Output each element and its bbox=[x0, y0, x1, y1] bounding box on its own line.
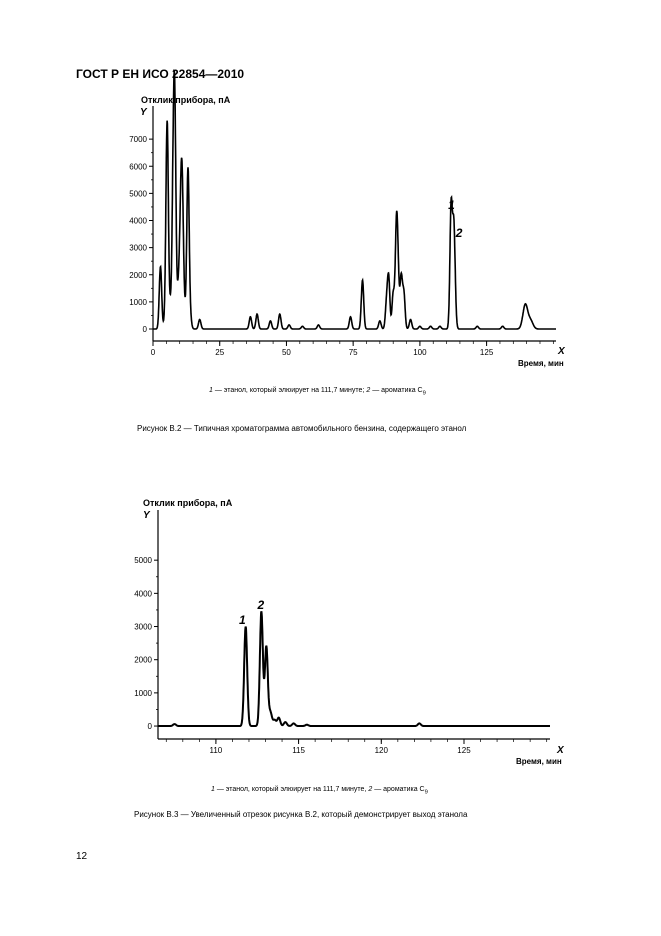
chart1-x-tick-label: 0 bbox=[150, 348, 156, 357]
note2-text-1: — этанол, который элюирует на 111,7 минуте, bbox=[214, 786, 369, 793]
chart1-y-tick-label: 2000 bbox=[129, 270, 147, 280]
chart1-x-symbol: X bbox=[558, 346, 565, 357]
chart2-x-tick-label: 125 bbox=[457, 746, 471, 755]
chart1-x-tick-label: 25 bbox=[215, 348, 225, 357]
chart2-y-symbol: Y bbox=[143, 510, 150, 521]
chart2-y-tick-label: 2000 bbox=[134, 655, 152, 665]
chart1-y-tick-label: 1000 bbox=[129, 297, 147, 307]
chart1-peak-label-1: 1 bbox=[448, 198, 455, 212]
chart1-y-tick-label: 6000 bbox=[129, 162, 147, 172]
chart2-peak-label-2: 2 bbox=[257, 598, 265, 612]
chart2-y-tick-label: 0 bbox=[147, 722, 152, 732]
note1-marker-1: 1 bbox=[209, 387, 213, 394]
note2-marker-1: 1 bbox=[211, 786, 215, 793]
document-standard-header: ГОСТ Р ЕН ИСО 22854—2010 bbox=[76, 67, 245, 81]
chart1-y-tick-label: 0 bbox=[142, 325, 147, 334]
chart2-peak-label-1: 1 bbox=[239, 613, 246, 627]
note2-marker-2: 2 bbox=[368, 786, 373, 793]
chart2-x-tick-label: 115 bbox=[292, 746, 305, 755]
chart1-y-axis-label: Отклик прибора, пА bbox=[141, 95, 231, 105]
note2-subscript: 9 bbox=[424, 789, 428, 796]
chart1-y-tick-label: 3000 bbox=[129, 243, 147, 253]
note1-text-2: — ароматика С bbox=[370, 387, 423, 394]
page-number: 12 bbox=[76, 851, 88, 862]
chart2-trace-line bbox=[158, 611, 550, 726]
figure-b3-caption: Рисунок В.3 — Увеличенный отрезок рисунка В.2, который демонстрирует выход этанола bbox=[134, 810, 468, 819]
chart2-x-tick-label: 110 bbox=[209, 746, 223, 755]
chart1-x-tick-label: 125 bbox=[479, 348, 494, 357]
chart1-trace-line bbox=[153, 71, 556, 329]
chart2-y-tick-label: 1000 bbox=[134, 688, 152, 698]
chart2-x-symbol: X bbox=[557, 745, 564, 756]
chart1-y-tick-label: 7000 bbox=[129, 135, 147, 145]
chart1-x-axis-label: Время, мин bbox=[518, 359, 564, 368]
chart1-x-tick-label: 75 bbox=[348, 348, 358, 357]
figure-b2-caption: Рисунок В.2 — Типичная хроматограмма автомобильного бензина, содержащего этанол bbox=[137, 424, 467, 433]
note1-subscript: 9 bbox=[422, 390, 426, 397]
chart2-y-axis-label: Отклик прибора, пА bbox=[143, 498, 233, 508]
chart1-y-symbol: Y bbox=[140, 107, 147, 118]
chart2-x-tick-label: 120 bbox=[374, 746, 388, 755]
note2-text-2: — ароматика С bbox=[372, 786, 425, 793]
chart2-y-tick-label: 5000 bbox=[134, 556, 152, 566]
chart2-y-tick-label: 3000 bbox=[134, 622, 152, 632]
chart1-y-tick-label: 5000 bbox=[129, 189, 147, 199]
note1-marker-2: 2 bbox=[366, 387, 371, 394]
chart2-x-axis-label: Время, мин bbox=[516, 757, 562, 766]
chart1-x-tick-label: 100 bbox=[413, 348, 427, 357]
chart1-x-tick-label: 50 bbox=[281, 348, 291, 357]
note1-text-1: — этанол, который элюирует на 111,7 минуте; bbox=[212, 387, 367, 394]
chart2-y-tick-label: 4000 bbox=[134, 589, 152, 599]
chart1-y-tick-label: 4000 bbox=[129, 216, 147, 226]
chart1-peak-label-2: 2 bbox=[455, 226, 463, 240]
